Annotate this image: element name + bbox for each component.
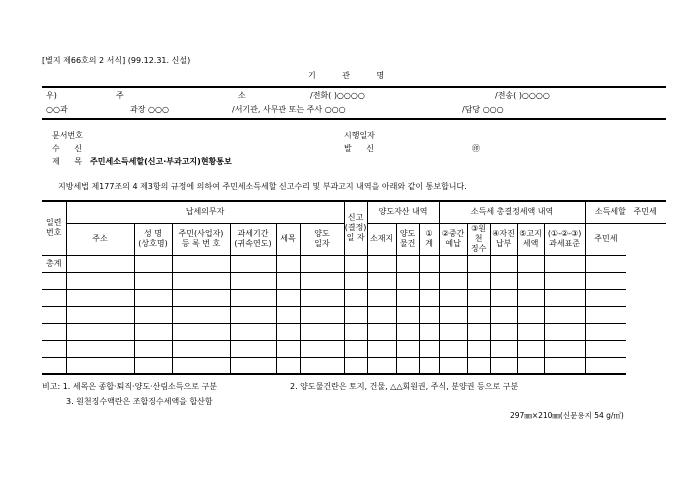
- doc-number-label: 문서번호: [52, 131, 83, 140]
- dept-field: ○○과: [46, 105, 68, 114]
- transfer-object-col-header: 양도 물건: [396, 223, 419, 255]
- interim-col-header: ②중간 예납: [439, 223, 467, 255]
- withholding-col-header: ③원천 징수: [467, 223, 490, 255]
- resident-tax-header: 소득세할 주민세: [585, 201, 666, 223]
- seal-mark: ㊞: [472, 144, 480, 153]
- table-row: [42, 306, 666, 323]
- subject-label: 제 목: [52, 157, 88, 166]
- serial-header: 일련 번호: [42, 201, 66, 255]
- address-ju: 주: [116, 91, 124, 100]
- table-row: [42, 340, 666, 357]
- period-col-header: 과세기간 (귀속연도): [230, 223, 276, 255]
- id-col-header: 주민(사업자) 등 록 번 호: [172, 223, 230, 255]
- tax-base-col-header: (①-②-③) 과세표준: [544, 223, 585, 255]
- chief-field: 과장 ○○○: [130, 105, 169, 114]
- postal-label: 우): [46, 91, 57, 100]
- report-date-header: 신고(결정) 일 자: [344, 201, 367, 255]
- agency-title: 기 관 명: [308, 71, 397, 80]
- form-reference: [별지 제66호의 2 서식] (99.12.31. 신설): [42, 56, 191, 65]
- table-row: [42, 272, 666, 289]
- address-so: 소: [238, 91, 246, 100]
- transfer-header: 양도자산 내역: [367, 201, 439, 223]
- note-3: 3. 원천징수액란은 조합징수세액을 합산함: [66, 397, 213, 406]
- report-table: [42, 200, 666, 375]
- body-text: 지방세법 제177조의 4 제3항의 규정에 의하여 주민세소득세할 신고수리 및 부과고지 내역을 아래와 같이 통보합니다.: [58, 182, 467, 191]
- staff-field: /서기관, 사무관 또는 주사 ○○○: [232, 105, 346, 114]
- taxpayer-header: 납세의무자: [66, 201, 344, 223]
- name-col-header: 성 명 (상호명): [134, 223, 172, 255]
- location-col-header: 소재지: [367, 223, 396, 255]
- note-1: 비고: 1. 세목은 종합·퇴직·양도·산림소득으로 구분: [42, 382, 217, 391]
- paper-size: 297㎜×210㎜(신문용지 54 g/㎡): [510, 411, 624, 420]
- total-row-label: 총계: [42, 255, 66, 272]
- sender-label: 발 신: [344, 144, 380, 153]
- tax-item-col-header: 세목: [276, 223, 300, 255]
- recipient-label: 수 신: [52, 144, 88, 153]
- table-row: [42, 289, 666, 306]
- fax-field: /전송( )○○○○: [495, 91, 550, 100]
- income-tax-header: 소득세 총결정세액 내역: [439, 201, 585, 223]
- table-row: [42, 357, 666, 374]
- phone-field: /전화( )○○○○: [310, 91, 365, 100]
- transfer-date-col-header: 양도 일자: [300, 223, 344, 255]
- handler-field: /담당 ○○○: [462, 105, 504, 114]
- table-row: [42, 323, 666, 340]
- subject-text: 주민세소득세할(신고·부과고지)현황통보: [90, 157, 232, 166]
- note-2: 2. 양도물건란은 토지, 건물, △△회원권, 주식, 분양권 등으로 구분: [290, 382, 519, 391]
- resident-tax-col-header: 주민세: [585, 223, 626, 255]
- self-pay-col-header: ④자진 납부: [490, 223, 517, 255]
- total-col-header: ① 계: [419, 223, 439, 255]
- issue-date-label: 시행일자: [344, 131, 375, 140]
- total-row: [42, 255, 666, 272]
- address-col-header: 주소: [66, 223, 134, 255]
- notice-col-header: ⑤고지 세액: [517, 223, 544, 255]
